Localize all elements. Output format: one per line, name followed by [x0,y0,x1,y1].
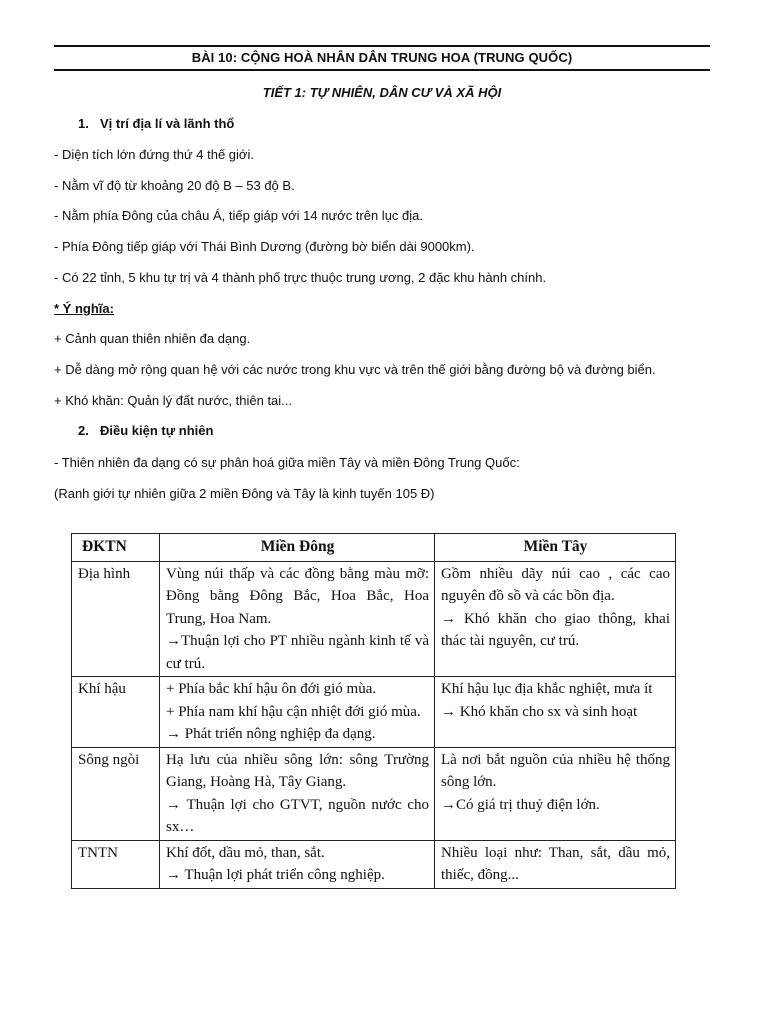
section-2-title: Điều kiện tự nhiên [100,423,214,438]
lesson-title: BÀI 10: CỘNG HOÀ NHÂN DÂN TRUNG HOA (TRUNG QUỐC) [191,50,573,65]
section-1-line: - Nằm phía Đông của châu Á, tiếp giáp với 14 nước trên lục địa. [54,208,424,223]
row-label: Sông ngòi [72,747,160,840]
section-1-title: Vị trí địa lí và lãnh thổ [100,116,235,131]
row-label: Địa hình [72,561,160,677]
section-1-line: - Diện tích lớn đứng thứ 4 thế giới. [54,147,254,162]
natural-conditions-table [71,533,676,889]
section-1-line: - Có 22 tỉnh, 5 khu tự trị và 4 thành phố trực thuộc trung ương, 2 đặc khu hành chính. [54,270,547,285]
top-rule [54,45,710,47]
cell-text: → Khó khăn cho sx và sinh hoạt [441,703,638,720]
west-cell [435,840,676,888]
meaning-line: + Cảnh quan thiên nhiên đa dạng. [54,331,251,346]
header-mien-tay: Miền Tây [435,534,676,562]
cell-text: + Phía nam khí hậu cận nhiệt đới gió mùa. [166,703,421,720]
table-row [72,561,676,677]
meaning-label: * Ý nghĩa: [54,301,114,316]
table-row [72,840,676,888]
cell-text: Nhiều loại như: Than, sắt, dầu mỏ, thiếc, đồng... [441,844,670,883]
table-row [72,677,676,748]
cell-text: Vùng núi thấp và các đồng bằng màu mỡ: Đồng bằng Đông Bắc, Hoa Bắc, Hoa Trung, Hoa Nam. [166,565,429,627]
west-cell [435,747,676,840]
section-2-line: (Ranh giới tự nhiên giữa 2 miền Đông và Tây là kinh tuyến 105 Đ) [54,486,435,501]
cell-text: → Thuận lợi cho GTVT, nguồn nước cho sx… [166,796,429,835]
cell-text: →Có giá trị thuỷ điện lớn. [441,796,600,813]
west-cell [435,561,676,677]
meaning-line: + Dễ dàng mở rộng quan hệ với các nước trong khu vực và trên thế giới bằng đường bộ và đường biển. [54,362,656,377]
section-2-heading [78,423,213,438]
east-cell [160,840,435,888]
section-2-line: - Thiên nhiên đa dạng có sự phân hoá giữa miền Tây và miền Đông Trung Quốc: [54,455,520,470]
section-1-line: - Phía Đông tiếp giáp với Thái Bình Dương (đường bờ biển dài 9000km). [54,239,475,254]
east-cell [160,561,435,677]
cell-text: → Thuận lợi phát triển công nghiệp. [166,867,385,883]
row-label: TNTN [72,840,160,888]
cell-text: Khí hậu lục địa khắc nghiệt, mưa ít [441,681,653,697]
table-header-row [72,534,676,562]
header-mien-dong: Miền Đông [160,534,435,562]
cell-text: + Phía bắc khí hậu ôn đới gió mùa. [166,681,377,697]
section-2-number: 2. [78,423,89,438]
section-1-line: - Nằm vĩ độ từ khoảng 20 độ B – 53 độ B. [54,178,295,193]
cell-text: →Thuận lợi cho PT nhiều ngành kinh tế và cư trú. [166,633,429,672]
cell-text: Gồm nhiều dãy núi cao , các cao nguyên đồ sồ và các bồn địa. [441,565,670,604]
meaning-line: + Khó khăn: Quản lý đất nước, thiên tai... [54,393,293,408]
cell-text: Là nơi bắt nguồn của nhiều hệ thống sông lớn. [441,751,670,790]
title-rule [54,69,710,71]
section-1-heading [78,116,234,131]
east-cell [160,677,435,748]
row-label: Khí hậu [72,677,160,748]
east-cell [160,747,435,840]
lesson-subtitle: TIẾT 1: TỰ NHIÊN, DÂN CƯ VÀ XÃ HỘI [262,85,502,100]
table-row [72,747,676,840]
cell-text: → Phát triển nông nghiệp đa dạng. [166,726,376,742]
section-1-number: 1. [78,116,89,131]
cell-text: Hạ lưu của nhiều sông lớn: sông Trường Giang, Hoàng Hà, Tây Giang. [166,751,429,790]
header-dktn: ĐKTN [72,534,160,562]
cell-text: → Khó khăn cho giao thông, khai thác tài nguyên, cư trú. [441,610,670,649]
west-cell [435,677,676,748]
cell-text: Khí đốt, dầu mỏ, than, sắt. [166,844,325,861]
